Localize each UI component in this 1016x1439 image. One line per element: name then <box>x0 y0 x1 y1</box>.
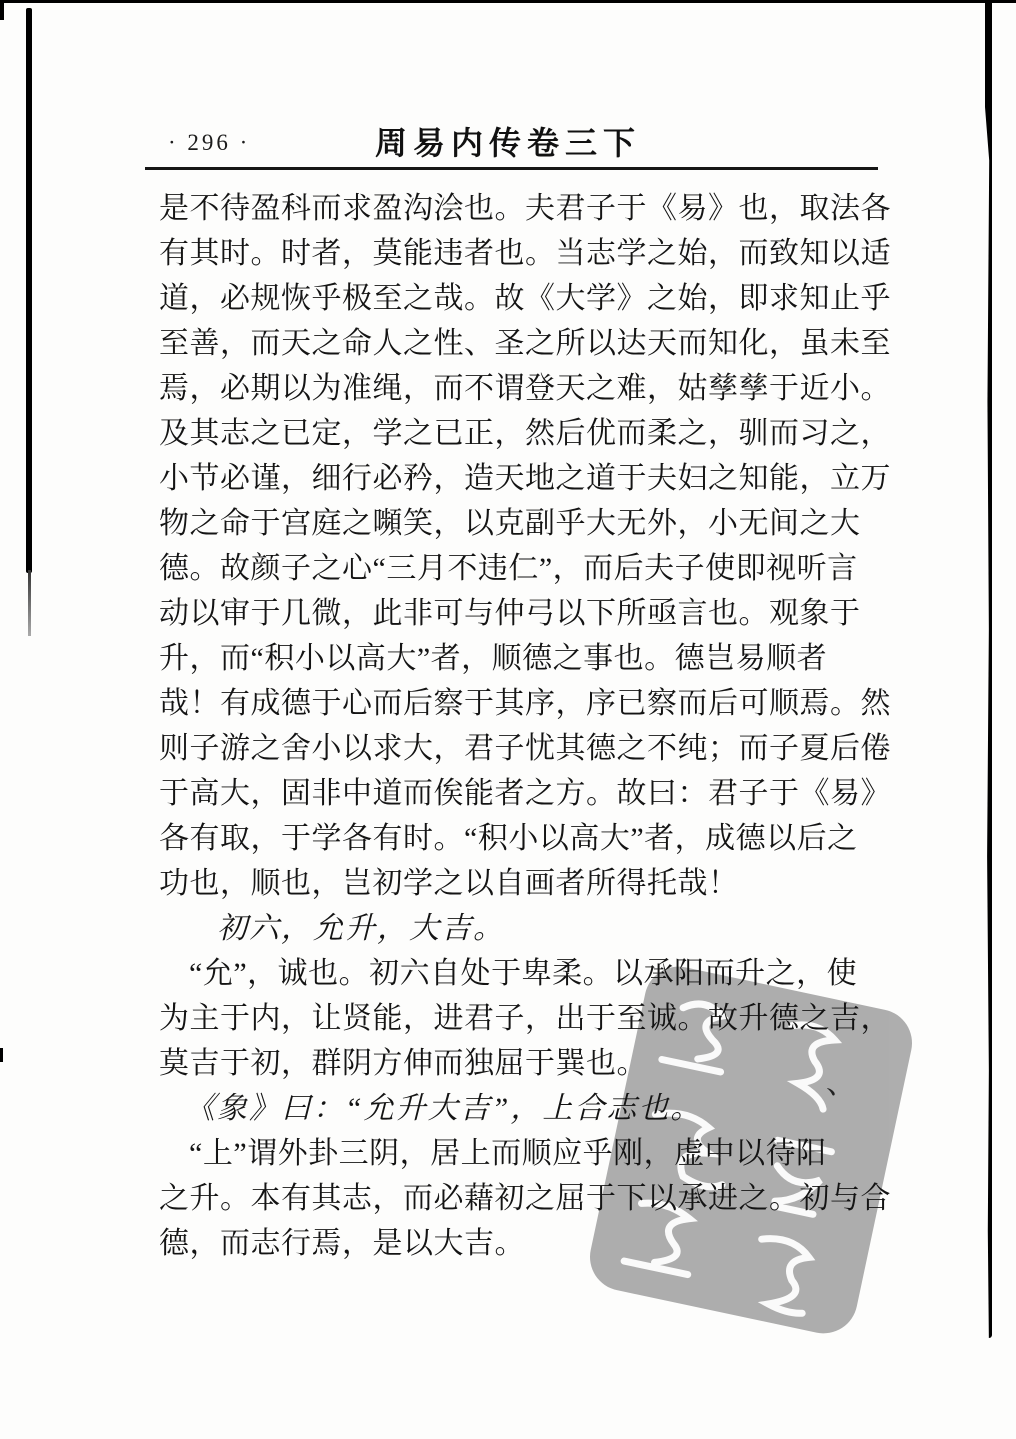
scan-artifact-corner <box>0 0 4 20</box>
text-line: 哉！有成德于心而后察于其序，序已察而后可顺焉。然 <box>159 687 891 720</box>
text-line: 功也，顺也，岂初学之以自画者所得托哉！ <box>159 867 739 900</box>
text-line: 至善，而天之命人之性、圣之所以达天而知化，虽未至 <box>159 327 891 360</box>
text-line: 动以审于几微，此非可与仲弓以下所亟言也。观象于 <box>159 597 861 630</box>
header-divider-rule <box>145 167 878 170</box>
body-text <box>159 186 891 1266</box>
text-line: 德，而志行焉，是以大吉。 <box>159 1227 525 1260</box>
text-line: “上”谓外卦三阴，居上而顺应乎刚，虚中以待阳 <box>189 1137 827 1170</box>
scan-artifact-left-bar-fade <box>28 570 31 636</box>
margin-stray-mark: 、 <box>826 1067 856 1100</box>
text-line: 道，必规恢乎极至之哉。故《大学》之始，即求知止乎 <box>159 282 891 315</box>
scan-artifact-right-bar <box>985 0 992 1338</box>
text-line: 及其志之已定，学之已正，然后优而柔之，驯而习之， <box>159 417 891 450</box>
text-line: “允”，诚也。初六自处于卑柔。以承阳而升之，使 <box>189 957 858 990</box>
xiang-commentary-statement: 《象》曰：“允升大吉”，上合志也。 <box>185 1092 703 1125</box>
text-line: 之升。本有其志，而必藉初之屈于下以承进之。初与合 <box>159 1182 891 1215</box>
text-line: 有其时。时者，莫能违者也。当志学之始，而致知以适 <box>159 237 891 270</box>
text-line: 焉，必期以为准绳，而不谓登天之难，姑孳孳于近小。 <box>159 372 891 405</box>
text-line: 为主于内，让贤能，进君子，出于至诚。故升德之吉， <box>159 1002 891 1035</box>
text-line: 则子游之舍小以求大，君子忧其德之不纯；而子夏后倦 <box>159 732 891 765</box>
text-line: 小节必谨，细行必矜，造天地之道于夫妇之知能，立万 <box>159 462 891 495</box>
text-line: 升，而“积小以高大”者，顺德之事也。德岂易顺者 <box>159 642 828 675</box>
text-line: 于高大，固非中道而俟能者之方。故曰：君子于《易》 <box>159 777 891 810</box>
scan-artifact-top-edge <box>0 0 1016 3</box>
text-line: 德。故颜子之心“三月不违仁”，而后夫子使即视听言 <box>159 552 858 585</box>
page-number: · 296 · <box>168 130 251 155</box>
hexagram-line-statement: 初六，允升，大吉。 <box>217 912 505 945</box>
text-line: 物之命于宫庭之嚬笑，以克副乎大无外，小无间之大 <box>159 507 861 540</box>
book-title: 周易内传卷三下 <box>374 125 641 161</box>
scan-artifact-left-bar <box>26 8 32 573</box>
text-line: 是不待盈科而求盈沟浍也。夫君子于《易》也，取法各 <box>159 192 891 225</box>
text-line: 莫吉于初，群阴方伸而独屈于巽也。 <box>159 1047 647 1080</box>
scan-artifact-left-sliver <box>0 1048 3 1062</box>
text-line: 各有取，于学各有时。“积小以高大”者，成德以后之 <box>159 822 858 855</box>
